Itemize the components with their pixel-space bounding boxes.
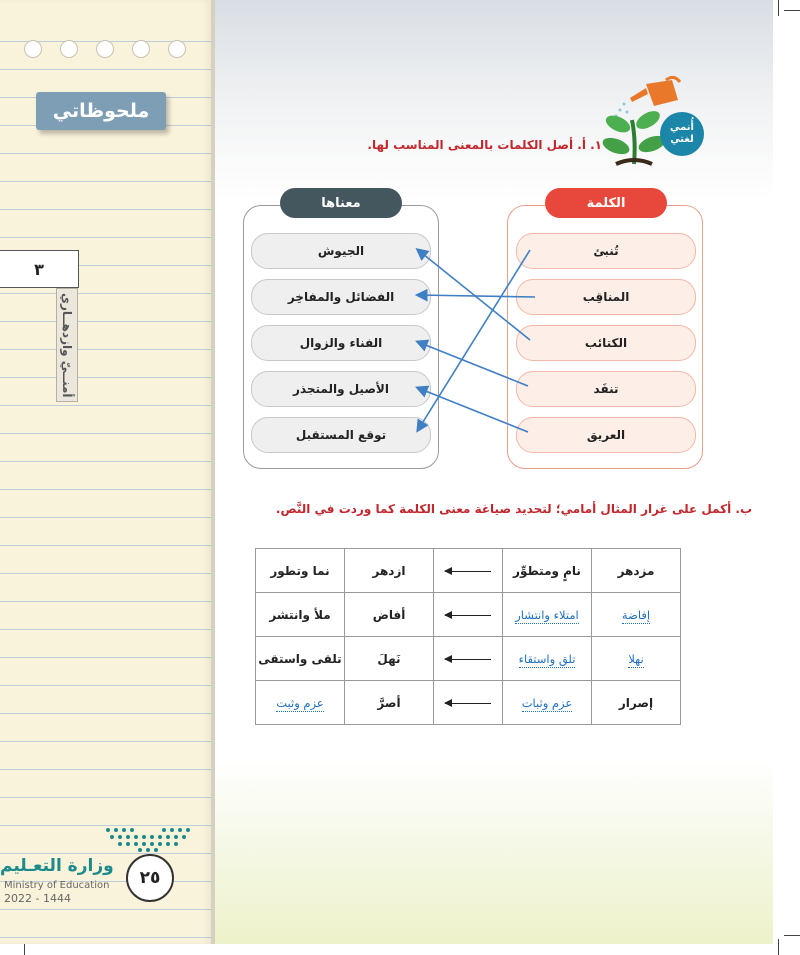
table-row: [256, 593, 681, 637]
word-formation-table: [255, 548, 681, 725]
page-number: ٢٥: [126, 854, 174, 902]
ministry-logo: [0, 820, 205, 920]
cell-word: مزدهر: [592, 549, 681, 593]
cell-verb: نَهلَ: [345, 637, 434, 681]
unit-title: أمنــيّ وازدهــاري: [60, 292, 74, 398]
cell-word[interactable]: [592, 593, 681, 637]
meaning-item: الفضائل والمفاخِر: [251, 279, 431, 315]
handwritten-answer: تلق واستقاء: [518, 651, 576, 666]
edition-year: 2022 - 1444: [4, 892, 71, 905]
binder-hole: [96, 40, 114, 58]
cell-arrow: [434, 593, 503, 637]
meaning-item: الأصيل والمتجذر: [251, 371, 431, 407]
cell-arrow: [434, 681, 503, 725]
ministry-name-ar: وزارة التعـليم: [0, 856, 114, 876]
arrow-left-icon: [445, 703, 491, 704]
binder-hole: [132, 40, 150, 58]
cell-verb: أصرَّ: [345, 681, 434, 725]
table-row: [256, 681, 681, 725]
binder-hole: [168, 40, 186, 58]
cell-word[interactable]: [592, 637, 681, 681]
meaning-item: الفناء والزوال: [251, 325, 431, 361]
handwritten-answer: امتلاء وانتشار: [515, 607, 579, 622]
unit-number-tab: ٣: [0, 250, 79, 288]
arrow-left-icon: [445, 659, 491, 660]
cell-meaning[interactable]: [503, 681, 592, 725]
meaning-item: الجيوش: [251, 233, 431, 269]
notes-strip-edge: [211, 0, 215, 944]
arrow-left-icon: [445, 615, 491, 616]
meaning-item: توقع المستقبل: [251, 417, 431, 453]
handwritten-answer: نهلا: [628, 651, 644, 666]
handwritten-answer: إفاضة: [621, 607, 651, 622]
table-row: [256, 637, 681, 681]
unit-title-strip: [56, 288, 78, 402]
instruction-b: ب. أكمل على غرار المثال أمامي؛ لتحديد صياغة معنى الكلمة كما وردت في النَّص.: [275, 502, 752, 516]
instruction-a: ١. أ. أصل الكلمات بالمعنى المناسب لها.: [367, 138, 602, 152]
table-row: [256, 549, 681, 593]
crop-mark: [784, 10, 800, 11]
cell-verb-meaning[interactable]: [256, 681, 345, 725]
cell-meaning[interactable]: [503, 593, 592, 637]
arrow-left-icon: [445, 571, 491, 572]
badge-line-2: لغتي: [670, 134, 694, 145]
cell-verb: أفاض: [345, 593, 434, 637]
notes-label: ملحوظاتي: [36, 92, 166, 130]
binder-hole: [24, 40, 42, 58]
cell-meaning[interactable]: [503, 637, 592, 681]
cell-meaning: نامٍ ومتطوِّر: [503, 549, 592, 593]
cell-verb-meaning: تلقى واستقى: [256, 637, 345, 681]
word-item: الكتائب: [516, 325, 696, 361]
section-badge: [660, 112, 704, 156]
handwritten-answer: عزم وثبات: [521, 695, 573, 710]
binder-hole: [60, 40, 78, 58]
cell-verb: ازدهر: [345, 549, 434, 593]
cell-word: إصرار: [592, 681, 681, 725]
word-item: تُنبئ: [516, 233, 696, 269]
crop-mark: [778, 939, 779, 955]
crop-mark: [784, 935, 800, 936]
cell-verb-meaning: ملأ وانتشر: [256, 593, 345, 637]
crop-mark: [778, 0, 779, 16]
meanings-header: معناها: [280, 188, 402, 218]
notes-strip: [0, 0, 211, 944]
word-item: تنفَد: [516, 371, 696, 407]
cell-arrow: [434, 637, 503, 681]
cell-arrow: [434, 549, 503, 593]
cell-verb-meaning: نما وتطور: [256, 549, 345, 593]
ministry-emblem-icon: [98, 824, 198, 852]
badge-line-1: أُنمي: [669, 122, 694, 133]
handwritten-answer: عزم وثبت: [276, 695, 324, 710]
words-header: الكلمة: [545, 188, 667, 218]
word-item: العريق: [516, 417, 696, 453]
word-item: المناقِب: [516, 279, 696, 315]
ministry-name-en: Ministry of Education: [4, 880, 110, 891]
